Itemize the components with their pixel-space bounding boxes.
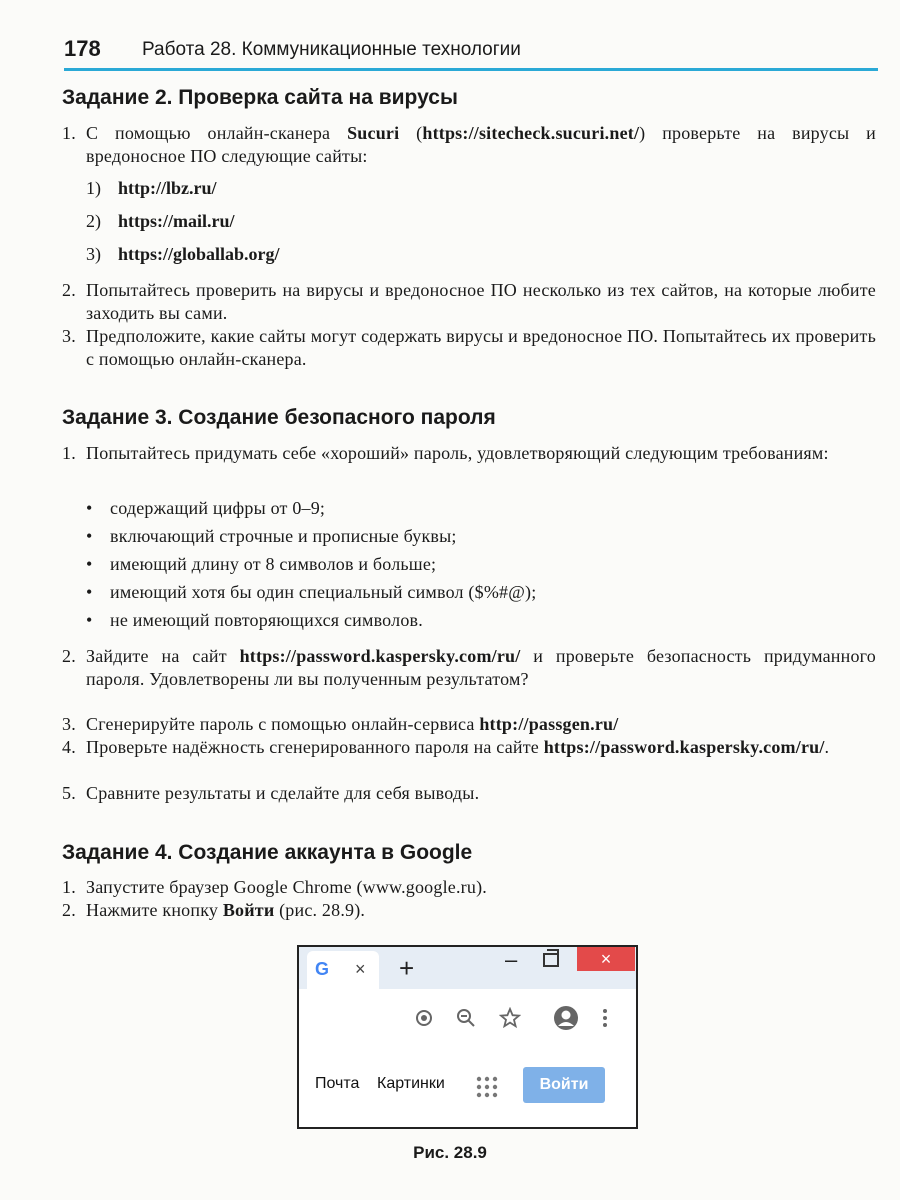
login-word: Войти: [222, 900, 275, 920]
site-url: https://globallab.org/: [118, 244, 280, 264]
task4-heading: Задание 4. Создание аккаунта в Google: [62, 841, 473, 864]
images-link[interactable]: Картинки: [377, 1075, 445, 1092]
google-icon: G: [315, 959, 330, 979]
close-window-button[interactable]: ×: [577, 947, 635, 971]
requirement-item: • не имеющий повторяющихся символов.: [86, 610, 423, 630]
account-icon[interactable]: [553, 1005, 579, 1031]
task3-item-4: 4. Проверьте надёжность сгенерированного пароля на сайте https://password.kaspersky.com/ru/.: [62, 737, 830, 757]
item-number: 1.: [62, 123, 76, 143]
requirement-item: • имеющий длину от 8 символов и больше;: [86, 554, 437, 574]
task2-item-3: 3. Предположите, какие сайты могут содержать вирусы и вредоносное ПО. Попытайтесь их проверить с помощью онлайн-сканера.: [62, 326, 876, 369]
task3-item-1: 1. Попытайтесь придумать себе «хороший» пароль, удовлетворяющий следующим требованиям:: [62, 443, 829, 463]
running-title: Работа 28. Коммуникационные технологии: [142, 39, 521, 60]
star-icon[interactable]: [499, 1007, 521, 1029]
minimize-icon[interactable]: –: [505, 947, 518, 972]
task3-item-5: 5. Сравните результаты и сделайте для себя выводы.: [62, 783, 480, 803]
site-url: http://lbz.ru/: [118, 178, 217, 198]
login-button[interactable]: Войти: [523, 1067, 605, 1103]
sucuri-url: https://sitecheck.sucuri.net/: [422, 123, 640, 143]
site-item: 3) https://globallab.org/: [86, 244, 280, 264]
kaspersky-url: https://password.kaspersky.com/ru/: [239, 646, 521, 666]
site-item: 2) https://mail.ru/: [86, 211, 235, 231]
figure-caption: Рис. 28.9: [413, 1143, 487, 1162]
page-number: 178: [64, 36, 101, 61]
close-tab-icon[interactable]: ×: [355, 959, 366, 979]
task2-item-1: [62, 122, 876, 168]
passgen-url: http://passgen.ru/: [479, 714, 619, 734]
task4-item-2: 2. Нажмите кнопку Войти (рис. 28.9).: [62, 900, 366, 920]
site-url: https://mail.ru/: [118, 211, 235, 231]
location-icon[interactable]: [413, 1007, 435, 1029]
requirement-item: • включающий строчные и прописные буквы;: [86, 526, 457, 546]
zoom-icon[interactable]: [455, 1007, 477, 1029]
task4-item-1: 1. Запустите браузер Google Chrome (www.google.ru).: [62, 877, 487, 897]
sucuri-name: Sucuri: [347, 123, 400, 143]
toolbar: [299, 1001, 636, 1037]
mail-link[interactable]: Почта: [315, 1075, 360, 1092]
tab-bar: [299, 947, 636, 989]
task3-item-3: 3. Сгенерируйте пароль с помощью онлайн-сервиса http://passgen.ru/: [62, 714, 619, 734]
apps-grid-icon[interactable]: [475, 1075, 499, 1099]
page-header: [64, 36, 878, 71]
task2-item-2: 2. Попытайтесь проверить на вирусы и вредоносное ПО несколько из тех сайтов, на которые любите заходить вы сами.: [62, 280, 876, 323]
site-item: 1) http://lbz.ru/: [86, 178, 217, 198]
task2-heading: Задание 2. Проверка сайта на вирусы: [62, 86, 458, 109]
item-text: С помощью онлайн-сканера Sucuri (https://sitecheck.sucuri.net/) проверьте на вирусы и вредоносное ПО следующие сайты:: [86, 123, 876, 166]
new-tab-icon[interactable]: +: [399, 953, 415, 983]
menu-icon[interactable]: [601, 1007, 609, 1029]
kaspersky-url: https://password.kaspersky.com/ru/: [543, 737, 825, 757]
task3-heading: Задание 3. Создание безопасного пароля: [62, 406, 496, 429]
maximize-icon[interactable]: [543, 953, 559, 967]
task3-item-2: 2. Зайдите на сайт https://password.kaspersky.com/ru/ и проверьте безопасность придуманного пароля. Удовлетворены ли вы полученным результатом?: [62, 646, 876, 689]
browser-tab[interactable]: [307, 951, 379, 989]
requirement-item: • содержащий цифры от 0–9;: [86, 498, 326, 518]
browser-figure: [297, 945, 638, 1129]
requirement-item: • имеющий хотя бы один специальный символ ($%#@);: [86, 582, 537, 602]
